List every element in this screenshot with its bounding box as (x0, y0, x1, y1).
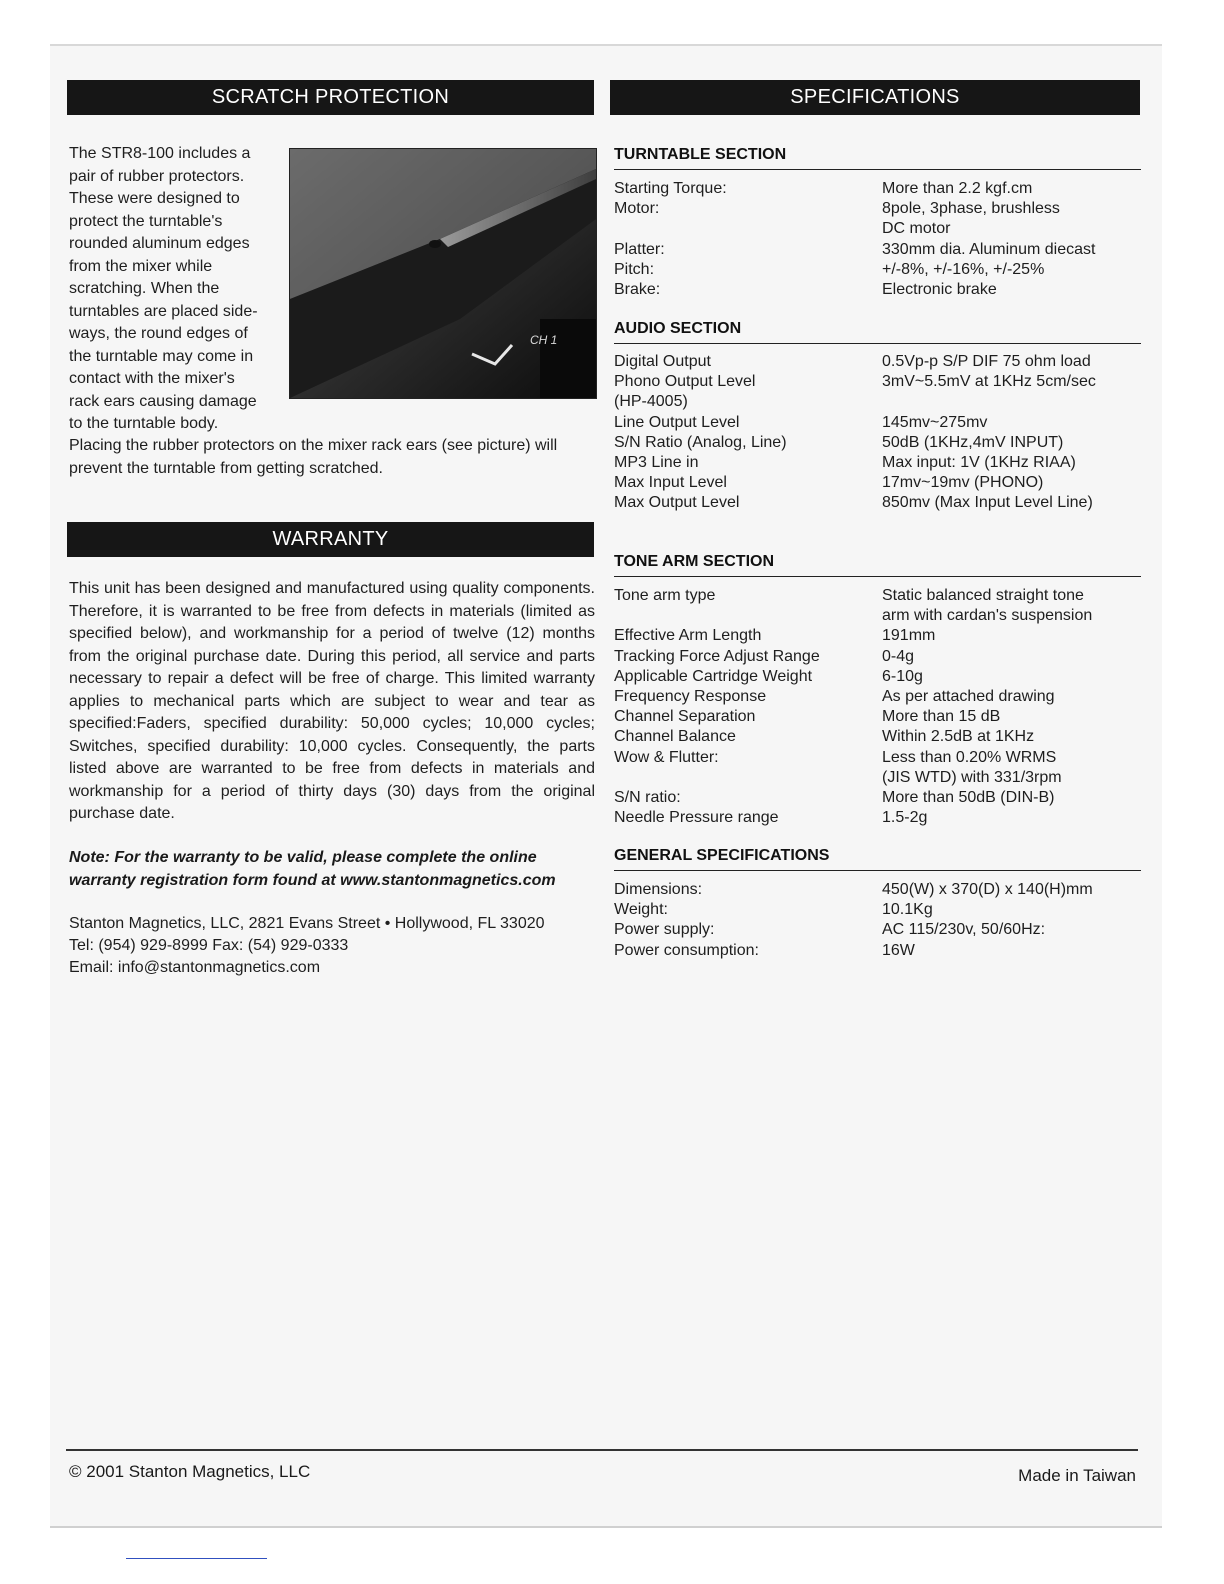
photo-label: CH 1 (530, 333, 558, 347)
spec-value: 0-4g (882, 647, 915, 665)
spec-value: Less than 0.20% WRMS (882, 748, 1057, 766)
audio-labels (614, 352, 787, 514)
scratch-line: protect the turntable's (69, 212, 223, 230)
spec-label (614, 606, 820, 626)
general-labels (614, 880, 759, 961)
spec-label: Digital Output (614, 353, 711, 370)
company-address: Stanton Magnetics, LLC, 2821 Evans Street • Hollywood, FL 33020 (69, 915, 545, 932)
warranty-note: Note: For the warranty to be valid, please complete the online warranty registration form found at www.stantonmagnetics.com (69, 849, 556, 889)
turntable-section-title: TURNTABLE SECTION (614, 146, 1141, 170)
spec-label: Max Input Level (614, 474, 727, 492)
spec-label: S/N Ratio (Analog, Line) (614, 433, 787, 451)
spec-value: 16W (882, 941, 915, 959)
audio-section-title: AUDIO SECTION (614, 320, 1141, 344)
spec-value: DC motor (882, 220, 951, 238)
scratch-line: from the mixer while (69, 257, 213, 275)
scratch-intro (69, 143, 271, 436)
spec-value: 10.1Kg (882, 901, 933, 919)
spec-label: Line Output Level (614, 413, 740, 431)
spec-label: Wow & Flutter: (614, 748, 719, 766)
spec-value: More than 15 dB (882, 708, 1001, 726)
scratch-line: The STR8-100 includes a (69, 145, 251, 162)
turntable-labels (614, 179, 727, 300)
spec-label (614, 768, 820, 788)
turntable-values (882, 179, 1095, 300)
scratch-line: ways, the round edges of (69, 325, 248, 342)
footer-divider (66, 1449, 1138, 1451)
spec-label: Dimensions: (614, 881, 703, 898)
spec-label: (HP-4005) (614, 393, 688, 411)
scratch-line: These were designed to (69, 190, 240, 207)
spec-label: Power consumption: (614, 941, 759, 959)
spec-label: Power supply: (614, 921, 715, 939)
spec-value (882, 392, 1096, 412)
spec-value: Within 2.5dB at 1KHz (882, 728, 1035, 746)
spec-value: More than 2.2 kgf.cm (882, 180, 1033, 197)
spec-label: Pitch: (614, 260, 655, 278)
spec-value: 3mV~5.5mV at 1KHz 5cm/sec (882, 373, 1096, 391)
spec-value: 1.5-2g (882, 809, 928, 827)
general-section-title: GENERAL SPECIFICATIONS (614, 847, 1141, 871)
spec-value: 850mv (Max Input Level Line) (882, 494, 1093, 512)
copyright-notice: © 2001 Stanton Magnetics, LLC (69, 1462, 311, 1481)
spec-value: AC 115/230v, 50/60Hz: (882, 921, 1046, 939)
spec-label: MP3 Line in (614, 454, 699, 472)
scratch-protection-heading (67, 80, 594, 115)
spec-label: Platter: (614, 240, 665, 258)
spec-value: More than 50dB (DIN-B) (882, 789, 1055, 807)
spec-value: Static balanced straight tone (882, 587, 1084, 604)
spec-value: 191mm (882, 627, 936, 645)
spec-value: Electronic brake (882, 281, 997, 299)
spec-label: Needle Pressure range (614, 809, 779, 827)
spec-label: Motor: (614, 200, 660, 218)
spec-value: 450(W) x 370(D) x 140(H)mm (882, 881, 1093, 898)
scratch-line: to the turntable body. (69, 415, 219, 432)
spec-value: 17mv~19mv (PHONO) (882, 474, 1044, 492)
made-in-label: Made in Taiwan (1018, 1466, 1136, 1485)
spec-value: As per attached drawing (882, 688, 1055, 706)
spec-label (614, 219, 727, 239)
spec-label: Frequency Response (614, 688, 767, 706)
spec-label: Tone arm type (614, 587, 716, 604)
spec-label: Applicable Cartridge Weight (614, 667, 813, 685)
spec-value: 145mv~275mv (882, 413, 988, 431)
scratch-line: rack ears causing damage (69, 392, 257, 410)
spec-value: 8pole, 3phase, brushless (882, 200, 1060, 218)
spec-value: 50dB (1KHz,4mV INPUT) (882, 433, 1064, 451)
scratch-tail: Placing the rubber protectors on the mixer rack ears (see picture) will prevent the turntable from getting scratched. (69, 437, 558, 477)
spec-value: (JIS WTD) with 331/3rpm (882, 768, 1062, 786)
specifications-heading (610, 80, 1140, 115)
spec-value: Max input: 1V (1KHz RIAA) (882, 454, 1076, 472)
spec-label: Brake: (614, 281, 661, 299)
warranty-heading (67, 522, 594, 557)
spec-value: arm with cardan's suspension (882, 607, 1093, 625)
scratch-line: turntables are placed side- (69, 302, 258, 320)
scratch-line: the turntable may come in (69, 347, 254, 365)
company-phone: Tel: (954) 929-8999 Fax: (54) 929-0333 (69, 937, 349, 954)
warranty-body: This unit has been designed and manufactured using quality components. Therefore, it is warranted to be free from defects in materials (limited as specified below), and workmanship for a period of twelve (12) months from the original purchase date. During this period, all service and parts necessary to repair a defect will be free of charge. This limited warranty applies to mechanical parts which are subject to wear and tear as specified:Faders, specified durability: 50,000 cycles; 10,000 cycles; Switches, specified durability: 10,000 cycles. Consequently, the parts listed above are warranted to be free from defects in materials and workmanship for a period of thirty days (30) days from the original purchase date. (69, 580, 595, 822)
rubber-protector-photo (289, 148, 597, 399)
general-values (882, 880, 1093, 961)
spec-value: 6-10g (882, 667, 923, 685)
spec-label: Channel Separation (614, 708, 756, 726)
tonearm-values (882, 586, 1092, 828)
audio-values (882, 352, 1096, 514)
spec-label: S/N ratio: (614, 789, 681, 807)
tonearm-labels (614, 586, 820, 828)
spec-label: Tracking Force Adjust Range (614, 647, 820, 665)
spec-label: Channel Balance (614, 728, 736, 746)
company-email: Email: info@stantonmagnetics.com (69, 959, 321, 976)
spec-value: 330mm dia. Aluminum diecast (882, 240, 1096, 258)
spec-label: Effective Arm Length (614, 627, 762, 645)
warranty-heading-text: WARRANTY (272, 528, 389, 550)
scratch-protection-heading-text: SCRATCH PROTECTION (211, 86, 450, 108)
scratch-line: contact with the mixer's (69, 370, 235, 387)
spec-label: Starting Torque: (614, 180, 727, 197)
spec-label: Weight: (614, 901, 668, 919)
specifications-heading-text: SPECIFICATIONS (790, 86, 960, 108)
scratch-line: rounded aluminum edges (69, 235, 250, 252)
spec-label: Max Output Level (614, 494, 740, 512)
scratch-line: pair of rubber protectors. (69, 167, 245, 185)
spec-value: 0.5Vp-p S/P DIF 75 ohm load (882, 353, 1091, 370)
spec-value: +/-8%, +/-16%, +/-25% (882, 260, 1045, 278)
edge-mark (126, 1558, 267, 1559)
scratch-line: scratching. When the (69, 280, 220, 297)
spec-label: Phono Output Level (614, 373, 756, 391)
tonearm-section-title: TONE ARM SECTION (614, 553, 1141, 577)
